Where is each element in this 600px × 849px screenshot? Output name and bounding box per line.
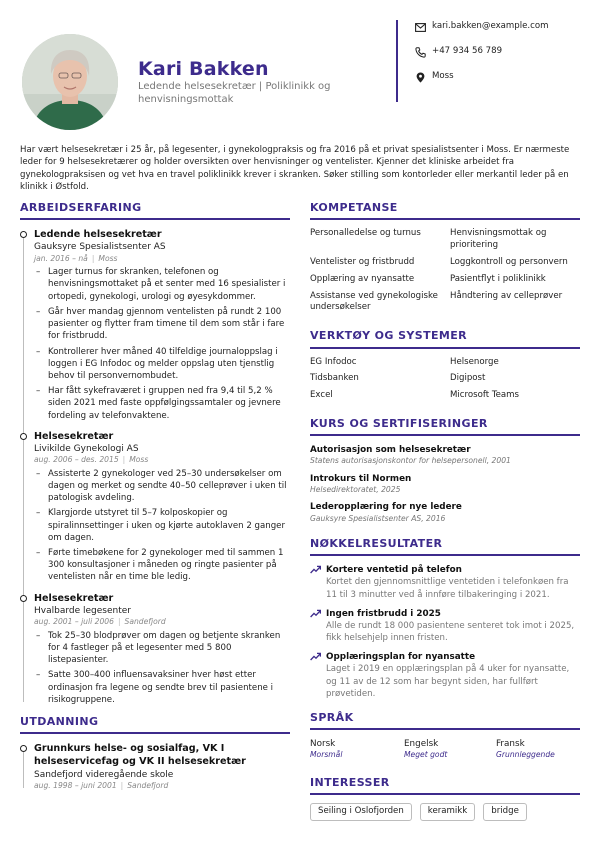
language-name: Norsk: [310, 739, 336, 750]
course-title: Introkurs til Normen: [310, 473, 412, 484]
interest-tag: keramikk: [420, 803, 475, 821]
contact-phone[interactable]: [414, 46, 502, 58]
language-item: [496, 738, 580, 761]
language-level: Morsmål: [310, 750, 343, 760]
job-meta: aug. 2001 – juli 2006 | Sandefjord: [34, 617, 166, 627]
job-bullet: – Førte timebøkene for 2 gynekologer med til sammen 1 300 konsultasjoner i måneden og ringte pasienter på ventelisten når en time ble ledig.: [34, 547, 290, 584]
education-place: Sandefjord: [127, 781, 169, 791]
course-item: [310, 444, 580, 467]
job-bullet: – Satte 300–400 influensavaksiner hver høst etter ordinasjon fra legene og sendte brev til pasientene i risikogruppene.: [34, 669, 290, 706]
tool-item: Microsoft Teams: [450, 390, 520, 401]
experience-heading: ARBEIDSERFARING: [20, 200, 290, 220]
job-entry: [34, 430, 290, 584]
job-bullet: – Har fått sykefraværet i gruppen ned fra 9,4 til 5,2 % siden 2021 med faste oppfølgingssamtaler og jevnere fordeling av telefonvaktene.: [34, 385, 290, 422]
trend-up-icon: [310, 609, 321, 618]
tool-item: Helsenorge: [450, 356, 499, 367]
achievements-list: [310, 564, 580, 700]
language-item: [310, 738, 404, 761]
timeline-dot: [20, 231, 27, 238]
education-entry: [34, 742, 290, 791]
timeline-dot: [20, 595, 27, 602]
tool-item: Excel: [310, 390, 333, 401]
languages-heading: SPRÅK: [310, 710, 580, 730]
job-dates: aug. 2001 – juli 2006: [34, 617, 114, 627]
location-text: Moss: [432, 71, 454, 82]
job-organization: Gauksyre Spesialistsenter AS: [34, 242, 166, 253]
experience-timeline: [20, 228, 290, 706]
course-title: Autorisasjon som helsesekretær: [310, 445, 471, 456]
tool-item: Digipost: [450, 373, 486, 384]
phone-text: +47 934 56 789: [432, 46, 503, 57]
resume-header: [0, 0, 600, 140]
education-heading: UTDANNING: [20, 714, 290, 734]
header-divider: [396, 20, 398, 102]
candidate-subtitle: Ledende helsesekretær | Poliklinikk og henvisningsmottak: [138, 81, 331, 105]
interest-tag: Seiling i Oslofjorden: [310, 803, 412, 821]
job-dates: aug. 2006 – des. 2015: [34, 455, 119, 465]
candidate-name: Kari Bakken: [138, 58, 269, 80]
course-issuer: Helsedirektoratet, 2025: [310, 484, 401, 494]
tool-item: Tidsbanken: [310, 373, 359, 384]
job-organization: Livikilde Gynekologi AS: [34, 443, 139, 454]
course-issuer: Gauksyre Spesialistsenter AS, 2016: [310, 513, 446, 523]
summary-text: Har vært helsesekretær i 25 år, på legesenter, i gynekologpraksis og fra 2016 på et privat spesialistsenter i Moss. Er nærmeste leder for 9 helsesekretærer og holder oversikten over henvisninger og ventelister. Kjenner det kliniske arbeidet fra gynekologpraksisen og vet hva en travel poliklinikk krever i skranken. Søker stilling som kontorleder eller merkantil leder på en klinikk i Østfold.: [20, 145, 570, 193]
job-meta: jan. 2016 – nå | Moss: [34, 253, 118, 263]
courses-heading: KURS OG SERTIFISERINGER: [310, 416, 580, 436]
language-name: Engelsk: [404, 739, 439, 750]
languages-list: [310, 738, 580, 761]
job-bullet: – Lager turnus for skranken, telefonen og henvisningsmottaket på et senter med 16 spesialister i ortopedi, gynekologi, urologi og øyesykdommer.: [34, 266, 290, 303]
courses-list: [310, 444, 580, 524]
course-item: [310, 473, 580, 496]
profile-photo: [22, 34, 118, 130]
skill-item: Opplæring av nyansatte: [310, 273, 415, 284]
timeline-dot: [20, 745, 27, 752]
course-item: [310, 501, 580, 524]
interests-tags: [310, 803, 580, 821]
contact-location: [414, 71, 454, 83]
job-bullets: [34, 630, 290, 706]
achievements-heading: NØKKELRESULTATER: [310, 536, 580, 556]
achievement-description: Alle de rundt 18 000 pasientene senteret tok imot i 2025, fikk helsehjelp innen fristen.: [326, 620, 575, 644]
course-issuer: Statens autorisasjonskontor for helsepersonell, 2001: [310, 456, 511, 466]
job-title: Ledende helsesekretær: [34, 229, 162, 241]
timeline-dot: [20, 433, 27, 440]
skill-item: Pasientflyt i poliklinikk: [450, 273, 546, 284]
tool-item: EG Infodoc: [310, 356, 357, 367]
tools-heading: VERKTØY OG SYSTEMER: [310, 328, 580, 348]
job-entry: [34, 228, 290, 422]
achievement-title: Kortere ventetid på telefon: [326, 565, 462, 576]
interests-heading: INTERESSER: [310, 775, 580, 795]
job-bullets: [34, 468, 290, 584]
location-pin-icon: [414, 71, 426, 83]
skill-item: Loggkontroll og personvern: [450, 256, 568, 267]
skill-item: Personalledelse og turnus: [310, 228, 421, 239]
job-organization: Hvalbarde legesenter: [34, 605, 131, 616]
skill-item: Assistanse ved gynekologiske undersøkelser: [310, 290, 438, 313]
language-item: [404, 738, 496, 761]
achievement-description: Laget i 2019 en opplæringsplan på 4 uker for nyansatte, og 11 av de 12 som har begynt siden, har fullført prøvetiden.: [326, 664, 570, 699]
envelope-icon: [414, 21, 426, 33]
job-bullet: – Kontrollerer hver måned 40 tilfeldige journaloppslag i loggen i EG Infodoc og melder oppslag uten tjenstlig behov til personvernombudet.: [34, 346, 290, 383]
language-level: Meget godt: [404, 750, 448, 760]
job-title: Helsesekretær: [34, 430, 114, 442]
trend-up-icon: [310, 565, 321, 574]
job-bullets: [34, 266, 290, 421]
achievement-description: Kortet den gjennomsnittlige ventetiden i telefonkøen fra 11 til 3 minutter ved å innføre tilbakeringing i 2021.: [326, 577, 569, 600]
tools-grid: [310, 357, 580, 403]
job-bullet: – Klargjorde utstyret til 5–7 kolposkopier og spiralinnsettinger i uken og kjørte autoklaven 2 ganger om dagen.: [34, 507, 290, 544]
job-bullet: – Assisterte 2 gynekologer ved 25–30 undersøkelser om dagen og merket og sendte 40–50 celleprøver i uken til patologisk avdeling.: [34, 468, 290, 505]
trend-up-icon: [310, 652, 321, 661]
job-entry: [34, 592, 290, 706]
skill-item: Ventelister og fristbrudd: [310, 256, 415, 267]
education-title: Grunnkurs helse- og sosialfag, VK I helseservicefag og VK II helsesekretær: [34, 743, 246, 768]
language-name: Fransk: [496, 739, 525, 750]
education-meta: aug. 1998 – juni 2001 | Sandefjord: [34, 781, 169, 791]
job-place: Sandefjord: [124, 617, 166, 627]
education-timeline: [20, 742, 290, 791]
job-dates: jan. 2016 – nå: [34, 253, 88, 263]
left-column: [20, 200, 290, 800]
skill-item: Henvisningsmottak og prioritering: [450, 228, 547, 251]
achievement-title: Ingen fristbrudd i 2025: [326, 608, 441, 619]
skills-heading: KOMPETANSE: [310, 200, 580, 220]
achievement-item: [310, 651, 580, 700]
job-title: Helsesekretær: [34, 592, 114, 604]
interest-tag: bridge: [483, 803, 527, 821]
phone-icon: [414, 46, 426, 58]
education-school: Sandefjord videregående skole: [34, 769, 174, 780]
contact-email[interactable]: [414, 21, 549, 33]
achievement-item: [310, 608, 580, 645]
achievement-title: Opplæringsplan for nyansatte: [326, 652, 476, 663]
skills-grid: [310, 228, 580, 314]
right-column: [310, 200, 580, 821]
email-text: kari.bakken@example.com: [432, 21, 549, 32]
job-meta: aug. 2006 – des. 2015 | Moss: [34, 455, 149, 465]
job-bullet: – Tok 25–30 blodprøver om dagen og betjente skranken for 4 fastleger på et legesenter med 5 800 listepasienter.: [34, 630, 290, 667]
language-level: Grunnleggende: [496, 750, 555, 760]
achievement-item: [310, 564, 580, 601]
job-place: Moss: [129, 455, 149, 465]
education-dates: aug. 1998 – juni 2001: [34, 781, 117, 791]
course-title: Lederopplæring for nye ledere: [310, 502, 462, 513]
job-place: Moss: [98, 253, 118, 263]
job-bullet: – Går hver mandag gjennom ventelisten på rundt 2 100 pasienter og flytter fram timene til dem som står i fare for fristbrudd.: [34, 306, 290, 343]
skill-item: Håndtering av celleprøver: [450, 290, 563, 301]
